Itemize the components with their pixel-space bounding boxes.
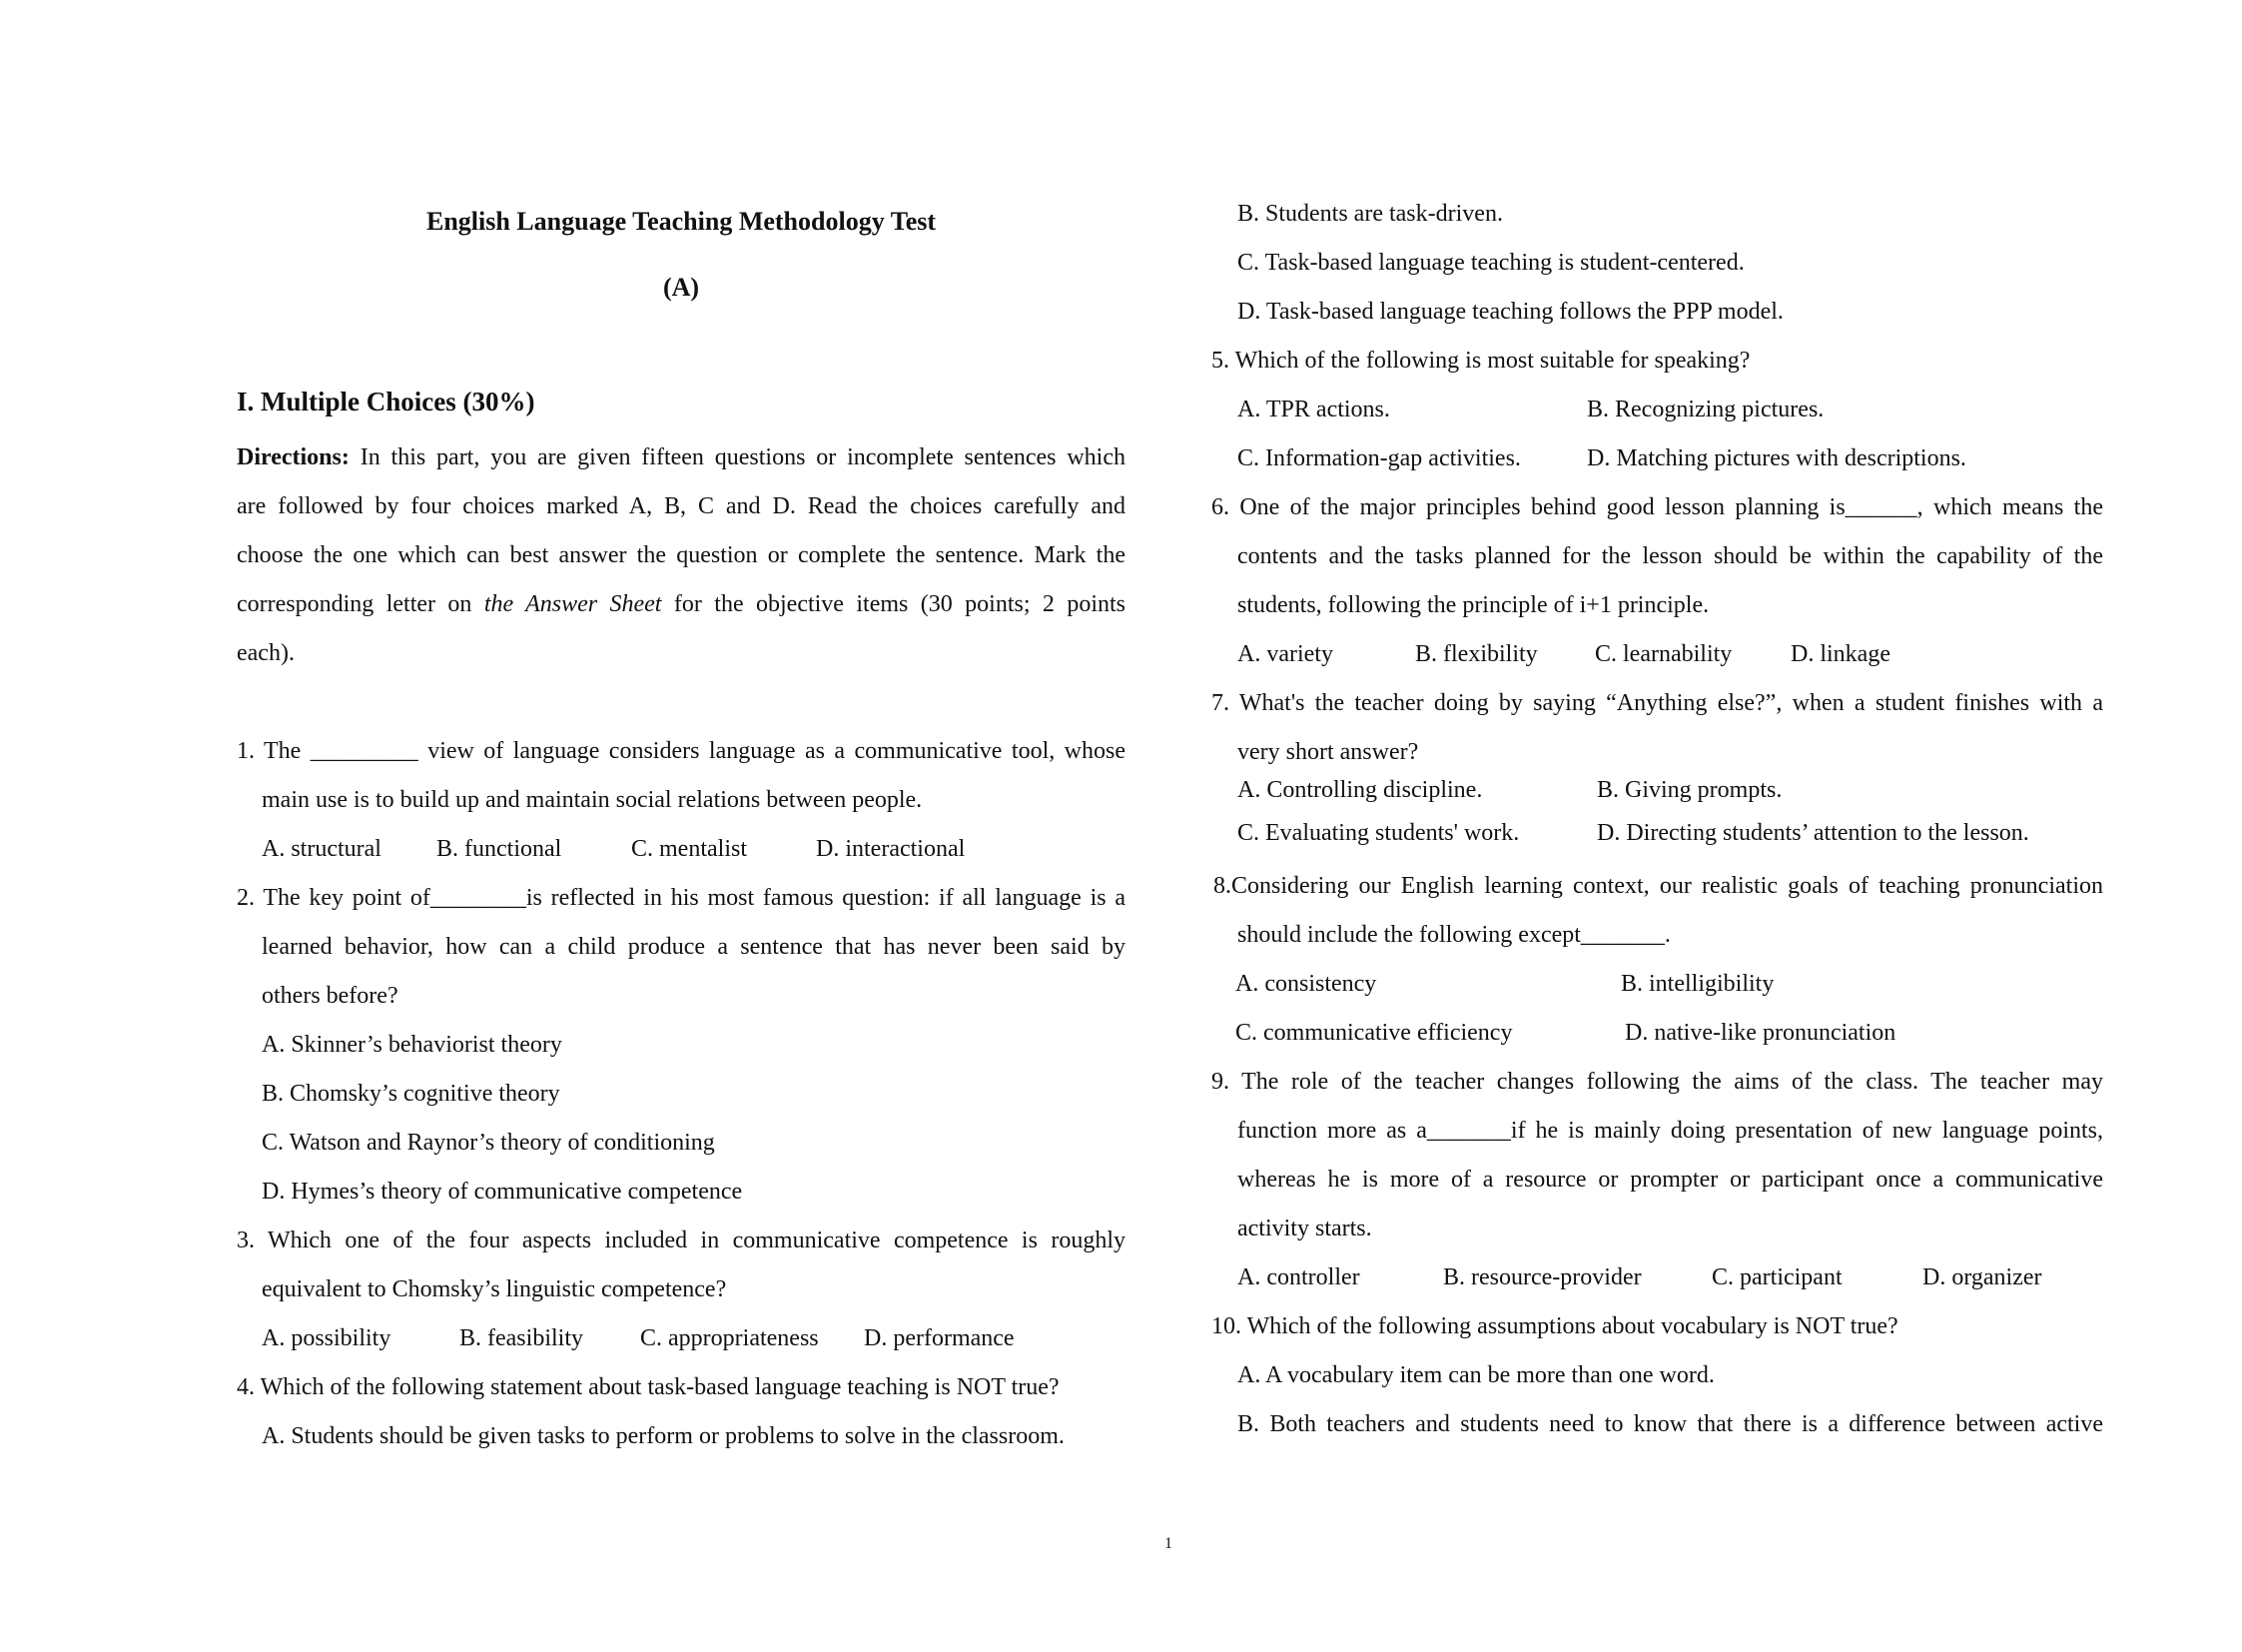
question-5-stem-line-1: 5. Which of the following is most suitable for speaking?	[1211, 348, 1751, 374]
question-7-stem-line-1: 7. What's the teacher doing by saying “Anything else?”, when a student finishes with a	[1211, 690, 2103, 716]
question-8-option-a: A. consistency	[1235, 971, 1377, 997]
document-title: English Language Teaching Methodology Test	[425, 207, 937, 236]
question-7-stem-line-2: very short answer?	[1237, 739, 1419, 765]
question-8-option-b: B. intelligibility	[1621, 971, 1775, 997]
question-7-option-b: B. Giving prompts.	[1597, 777, 1783, 803]
question-8-option-c: C. communicative efficiency	[1235, 1020, 1513, 1046]
question-4-option-a: A. Students should be given tasks to perform or problems to solve in the classroom.	[262, 1423, 1065, 1449]
question-9-stem-line-2: function more as a_______if he is mainly doing presentation of new language points,	[1237, 1118, 2103, 1144]
question-1-option-c: C. mentalist	[631, 836, 747, 862]
question-6-stem-line-2: contents and the tasks planned for the lesson should be within the capability of the	[1237, 543, 2103, 569]
question-3-option-b: B. feasibility	[459, 1325, 583, 1351]
question-1-stem-line-2: main use is to build up and maintain social relations between people.	[262, 787, 923, 813]
question-9-option-b: B. resource-provider	[1443, 1264, 1642, 1290]
question-6-option-d: D. linkage	[1791, 641, 1890, 667]
question-6-option-b: B. flexibility	[1415, 641, 1538, 667]
directions-label: Directions:	[237, 444, 350, 470]
question-10-stem-line-1: 10. Which of the following assumptions about vocabulary is NOT true?	[1211, 1313, 1898, 1339]
question-1-option-d: D. interactional	[816, 836, 966, 862]
question-2-stem-line-2: learned behavior, how can a child produce a sentence that has never been said by	[262, 934, 1125, 960]
question-4-option-b: B. Students are task-driven.	[1237, 201, 1503, 227]
section-heading: I. Multiple Choices (30%)	[237, 387, 535, 416]
question-9-stem-line-4: activity starts.	[1237, 1216, 1372, 1241]
question-3-stem-line-2: equivalent to Chomsky’s linguistic competence?	[262, 1276, 727, 1302]
question-3-option-d: D. performance	[864, 1325, 1015, 1351]
directions-line-2: are followed by four choices marked A, B, C and D. Read the choices carefully and	[237, 493, 1125, 519]
question-2-stem-line-1: 2. The key point of________is reflected in his most famous question: if all language is a	[237, 885, 1125, 911]
question-3-option-c: C. appropriateness	[640, 1325, 819, 1351]
question-9-option-a: A. controller	[1237, 1264, 1360, 1290]
question-6-stem-line-1: 6. One of the major principles behind good lesson planning is______, which means the	[1211, 494, 2103, 520]
question-7-option-a: A. Controlling discipline.	[1237, 777, 1483, 803]
directions-line-4: corresponding letter on the Answer Sheet for the objective items (30 points; 2 points	[237, 591, 1125, 617]
question-8-stem-line-2: should include the following except_______.	[1237, 922, 1671, 948]
question-9-option-d: D. organizer	[1922, 1264, 2042, 1290]
question-8-option-d: D. native-like pronunciation	[1625, 1020, 1896, 1046]
question-2-option-b: B. Chomsky’s cognitive theory	[262, 1081, 560, 1107]
question-4-stem-line-1: 4. Which of the following statement about task-based language teaching is NOT true?	[237, 1374, 1060, 1400]
question-1-option-a: A. structural	[262, 836, 381, 862]
question-5-option-a: A. TPR actions.	[1237, 397, 1390, 422]
question-9-stem-line-3: whereas he is more of a resource or prompter or participant once a communicative	[1237, 1167, 2103, 1193]
question-6-option-c: C. learnability	[1595, 641, 1733, 667]
question-9-stem-line-1: 9. The role of the teacher changes following the aims of the class. The teacher may	[1211, 1069, 2103, 1095]
question-3-stem-line-1: 3. Which one of the four aspects included in communicative competence is roughly	[237, 1228, 1125, 1253]
question-5-option-c: C. Information-gap activities.	[1237, 445, 1521, 471]
question-2-option-d: D. Hymes’s theory of communicative competence	[262, 1179, 743, 1205]
directions-line-1: Directions: In this part, you are given fifteen questions or incomplete sentences which	[237, 444, 1125, 470]
directions-line-5: each).	[237, 640, 295, 666]
question-8-stem-line-1: 8.Considering our English learning context, our realistic goals of teaching pronunciation	[1213, 873, 2103, 899]
question-5-option-d: D. Matching pictures with descriptions.	[1587, 445, 1966, 471]
question-2-option-a: A. Skinner’s behaviorist theory	[262, 1032, 562, 1058]
question-9-option-c: C. participant	[1712, 1264, 1843, 1290]
question-1-stem-line-1: 1. The _________ view of language considers language as a communicative tool, whose	[237, 738, 1125, 764]
question-2-option-c: C. Watson and Raynor’s theory of conditioning	[262, 1130, 715, 1156]
question-3-option-a: A. possibility	[262, 1325, 391, 1351]
answer-sheet-reference: the Answer Sheet	[483, 591, 662, 617]
question-6-option-a: A. variety	[1237, 641, 1333, 667]
question-10-option-a: A. A vocabulary item can be more than one word.	[1237, 1362, 1715, 1388]
question-7-option-d: D. Directing students’ attention to the lesson.	[1597, 820, 2029, 846]
question-10-option-b: B. Both teachers and students need to know that there is a difference between active	[1237, 1411, 2103, 1437]
question-7-option-c: C. Evaluating students' work.	[1237, 820, 1520, 846]
question-6-stem-line-3: students, following the principle of i+1 principle.	[1237, 592, 1710, 618]
question-5-option-b: B. Recognizing pictures.	[1587, 397, 1825, 422]
page-number: 1	[1164, 1535, 1172, 1552]
document-subtitle: (A)	[662, 273, 700, 302]
question-2-stem-line-3: others before?	[262, 983, 398, 1009]
directions-line-3: choose the one which can best answer the question or complete the sentence. Mark the	[237, 542, 1125, 568]
question-4-option-d: D. Task-based language teaching follows the PPP model.	[1237, 299, 1784, 325]
question-4-option-c: C. Task-based language teaching is student-centered.	[1237, 250, 1745, 276]
question-1-option-b: B. functional	[436, 836, 562, 862]
